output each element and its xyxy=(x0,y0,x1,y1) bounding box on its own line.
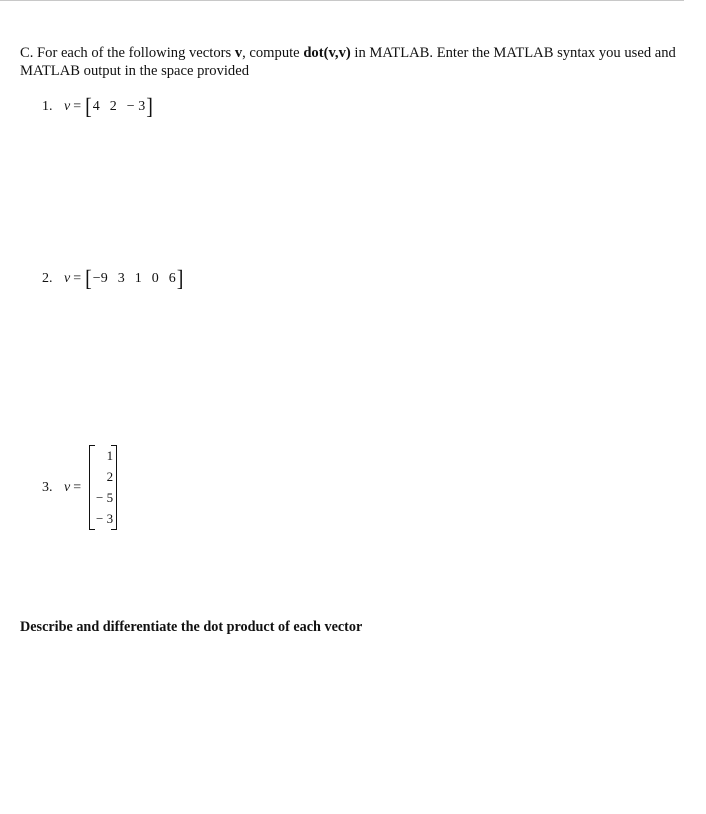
equals-sign: = xyxy=(73,99,82,114)
item-number: 2. xyxy=(42,271,53,286)
vector-entry: 4 xyxy=(92,99,100,114)
section-heading: Describe and differentiate the dot product of each vector xyxy=(20,619,363,635)
vector-entry: − 3 xyxy=(96,511,114,526)
right-bracket: ] xyxy=(146,94,153,120)
vector-item-2 xyxy=(42,266,184,292)
row-vector xyxy=(85,94,153,120)
vector-item-1 xyxy=(42,94,153,120)
vector-variable: v xyxy=(64,271,71,286)
vector-variable: v xyxy=(64,99,71,114)
problem-instructions: C. For each of the following vectors v, compute dot(v,v) in MATLAB. Enter the MATLAB syntax you used and MATLAB output in the space provided xyxy=(20,45,676,79)
left-bracket: [ xyxy=(85,266,92,292)
vector-entry: − 3 xyxy=(126,99,146,114)
dot-function: dot(v,v) xyxy=(303,45,351,61)
vector-entry: −9 xyxy=(92,271,108,286)
vector-variable: v xyxy=(64,479,71,495)
equals-sign: = xyxy=(73,271,82,286)
top-divider xyxy=(0,0,684,1)
vector-symbol: v xyxy=(234,45,243,61)
right-bracket: ] xyxy=(176,266,184,292)
vector-entry: 2 xyxy=(109,99,117,114)
vector-entry: 1 xyxy=(134,271,142,286)
row-vector xyxy=(85,266,184,292)
left-bracket: [ xyxy=(85,94,92,120)
vector-entry: 0 xyxy=(151,271,159,286)
item-number: 1. xyxy=(42,99,53,114)
vector-entry: 3 xyxy=(117,271,125,286)
vector-entry: 6 xyxy=(168,271,176,286)
vector-item-3 xyxy=(42,445,117,530)
item-number: 3. xyxy=(42,479,53,495)
column-vector xyxy=(89,445,117,530)
vector-entry: − 5 xyxy=(96,490,114,505)
equals-sign: = xyxy=(73,479,82,495)
vector-entry: 2 xyxy=(106,469,114,484)
vector-entry: 1 xyxy=(106,448,114,463)
